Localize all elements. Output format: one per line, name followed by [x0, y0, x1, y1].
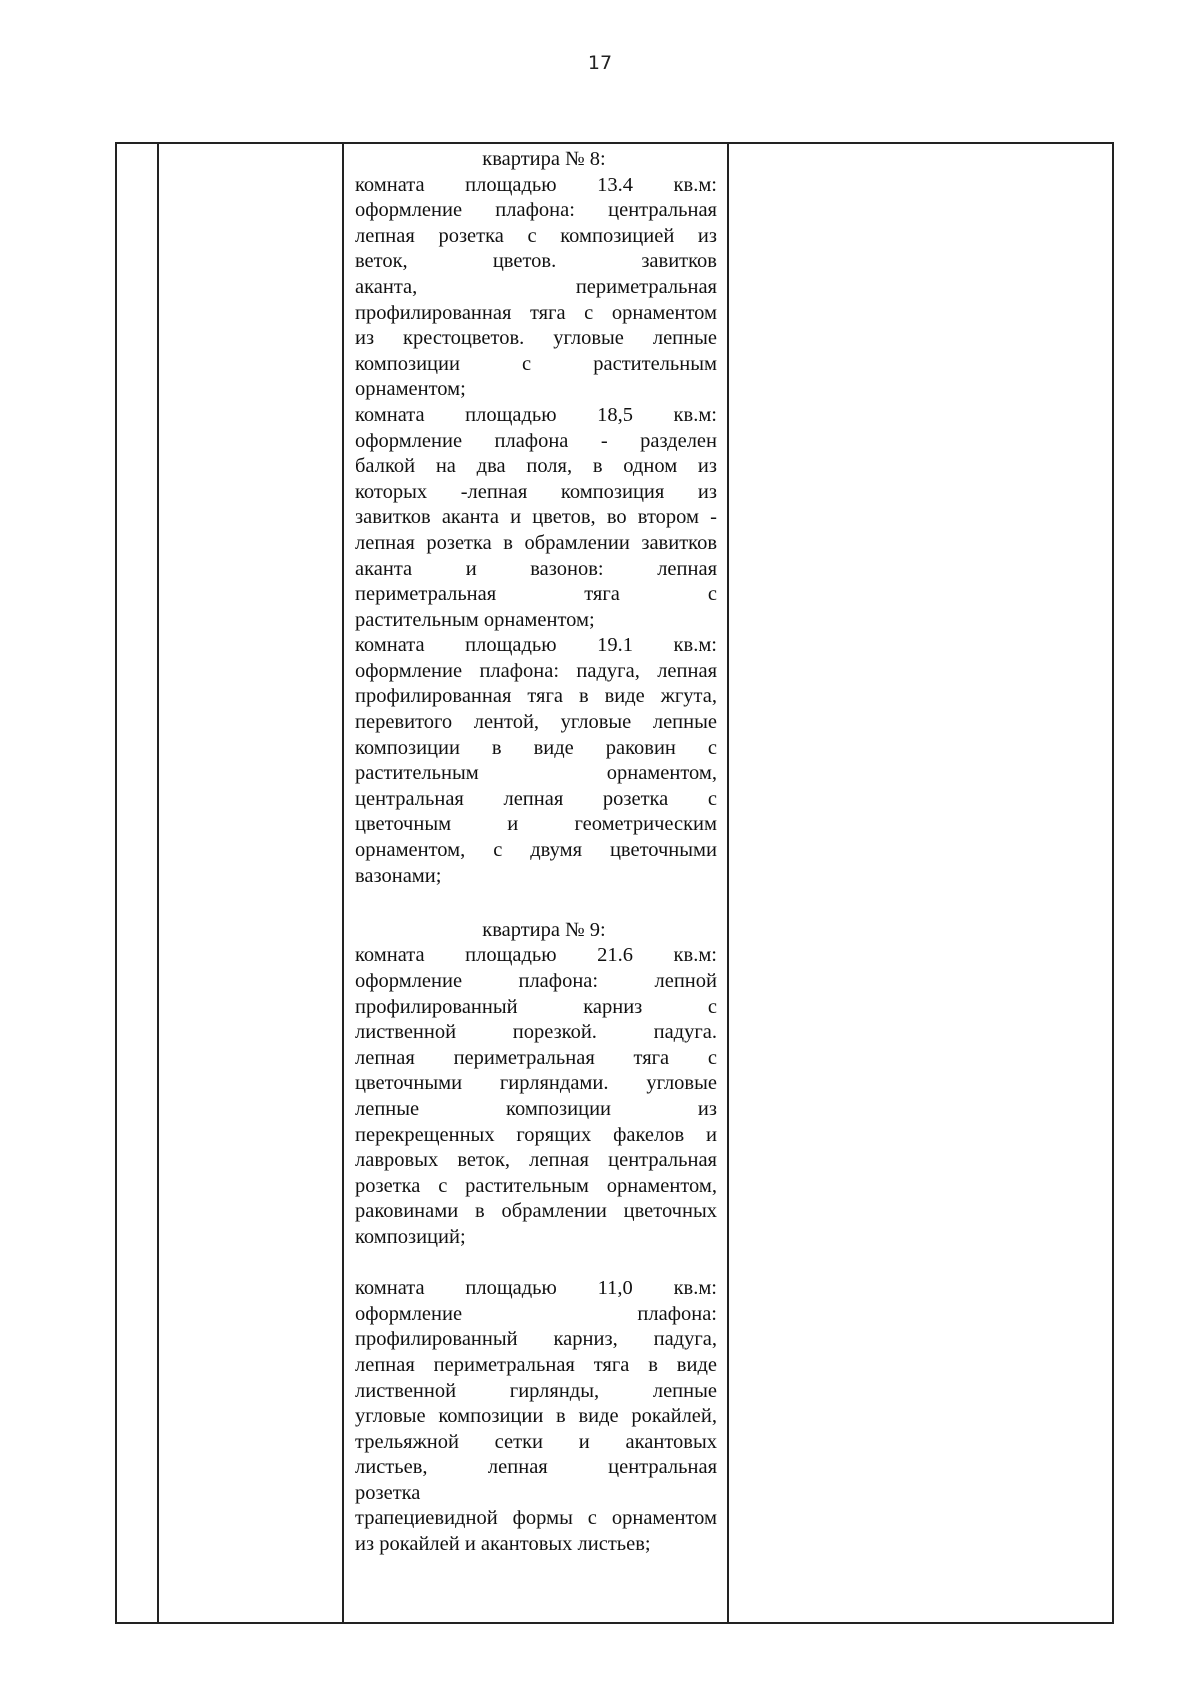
text-line: комната площадью 18,5 кв.м: — [355, 403, 717, 426]
text-line: композиции в виде раковин с — [355, 736, 717, 759]
text-line: аканта и вазонов: лепная — [355, 557, 717, 580]
column-divider — [727, 144, 729, 1622]
text-line: композиции с растительным — [355, 352, 717, 375]
text-line: которых -лепная композиция из — [355, 480, 717, 503]
paragraph-gap — [355, 1251, 717, 1277]
text-line: перекрещенных горящих факелов и — [355, 1123, 717, 1146]
text-line: перевитого лентой, угловые лепные — [355, 711, 717, 734]
text-line: веток, цветов. завитков — [355, 250, 717, 273]
column-divider — [157, 144, 159, 1622]
text-line: раковинами в обрамлении цветочных — [355, 1200, 717, 1223]
text-line: оформление плафона: — [355, 1302, 717, 1325]
apartment-heading: квартира № 9: — [482, 918, 606, 941]
text-line: лепная розетка с композицией из — [355, 224, 717, 247]
text-line: растительным орнаментом; — [355, 608, 595, 631]
text-line: лиственной гирлянды, лепные — [355, 1379, 717, 1402]
text-line: оформление плафона - разделен — [355, 429, 717, 452]
document-table — [115, 142, 1114, 1624]
text-line: комната площадью 21.6 кв.м: — [355, 944, 717, 967]
text-line: трапециевидной формы с орнаментом — [355, 1507, 717, 1530]
text-line: оформление плафона: лепной — [355, 970, 717, 992]
text-line: листьев, лепная центральная — [355, 1456, 717, 1479]
text-line: профилированная тяга в виде жгута, — [355, 685, 717, 708]
text-line: лепная розетка в обрамлении завитков — [355, 531, 717, 554]
section-gap — [355, 889, 717, 915]
text-line: растительным орнаментом, — [355, 762, 717, 785]
text-line: оформление плафона: центральная — [355, 199, 717, 222]
text-line: профилированная тяга с орнаментом — [355, 301, 717, 324]
text-line: из крестоцветов. угловые лепные — [355, 327, 717, 350]
text-line: комната площадью 13.4 кв.м: — [355, 173, 717, 196]
text-line: оформление плафона: падуга, лепная — [355, 659, 717, 682]
text-line: лиственной порезкой. падуга. — [355, 1021, 717, 1044]
text-line: трельяжной сетки и акантовых — [355, 1430, 717, 1453]
text-line: орнаментом; — [355, 378, 466, 401]
text-line: периметральная тяга с — [355, 583, 717, 606]
text-line: орнаментом, с двумя цветочными — [355, 839, 717, 862]
apartment-heading: квартира № 8: — [482, 148, 606, 170]
text-line: цветочными гирляндами. угловые — [355, 1072, 717, 1095]
text-line: угловые композиции в виде рокайлей, — [355, 1405, 717, 1428]
text-line: балкой на два поля, в одном из — [355, 455, 717, 478]
text-line: вазонами; — [355, 864, 442, 887]
column-divider — [342, 144, 344, 1622]
text-line: центральная лепная розетка с — [355, 787, 717, 810]
text-line: розетка с растительным орнаментом, — [355, 1174, 717, 1197]
text-line: лепная периметральная тяга с — [355, 1046, 717, 1069]
text-line: композиций; — [355, 1225, 466, 1248]
text-line: профилированный карниз, падуга, — [355, 1328, 717, 1351]
text-line: из рокайлей и акантовых листьев; — [355, 1533, 651, 1556]
description-cell — [355, 144, 717, 1558]
text-line: профилированный карниз с — [355, 995, 717, 1018]
text-line: комната площадью 19.1 кв.м: — [355, 634, 717, 657]
text-line: розетка — [355, 1481, 421, 1504]
text-line: завитков аканта и цветов, во втором - — [355, 506, 717, 529]
text-line: аканта, периметральная — [355, 275, 717, 298]
page-number: 17 — [587, 52, 613, 74]
text-line: лепные композиции из — [355, 1097, 717, 1120]
text-line: лавровых веток, лепная центральная — [355, 1149, 717, 1172]
text-line: комната площадью 11,0 кв.м: — [355, 1277, 717, 1300]
text-line: цветочным и геометрическим — [355, 813, 717, 836]
text-line: лепная периметральная тяга в виде — [355, 1353, 717, 1376]
